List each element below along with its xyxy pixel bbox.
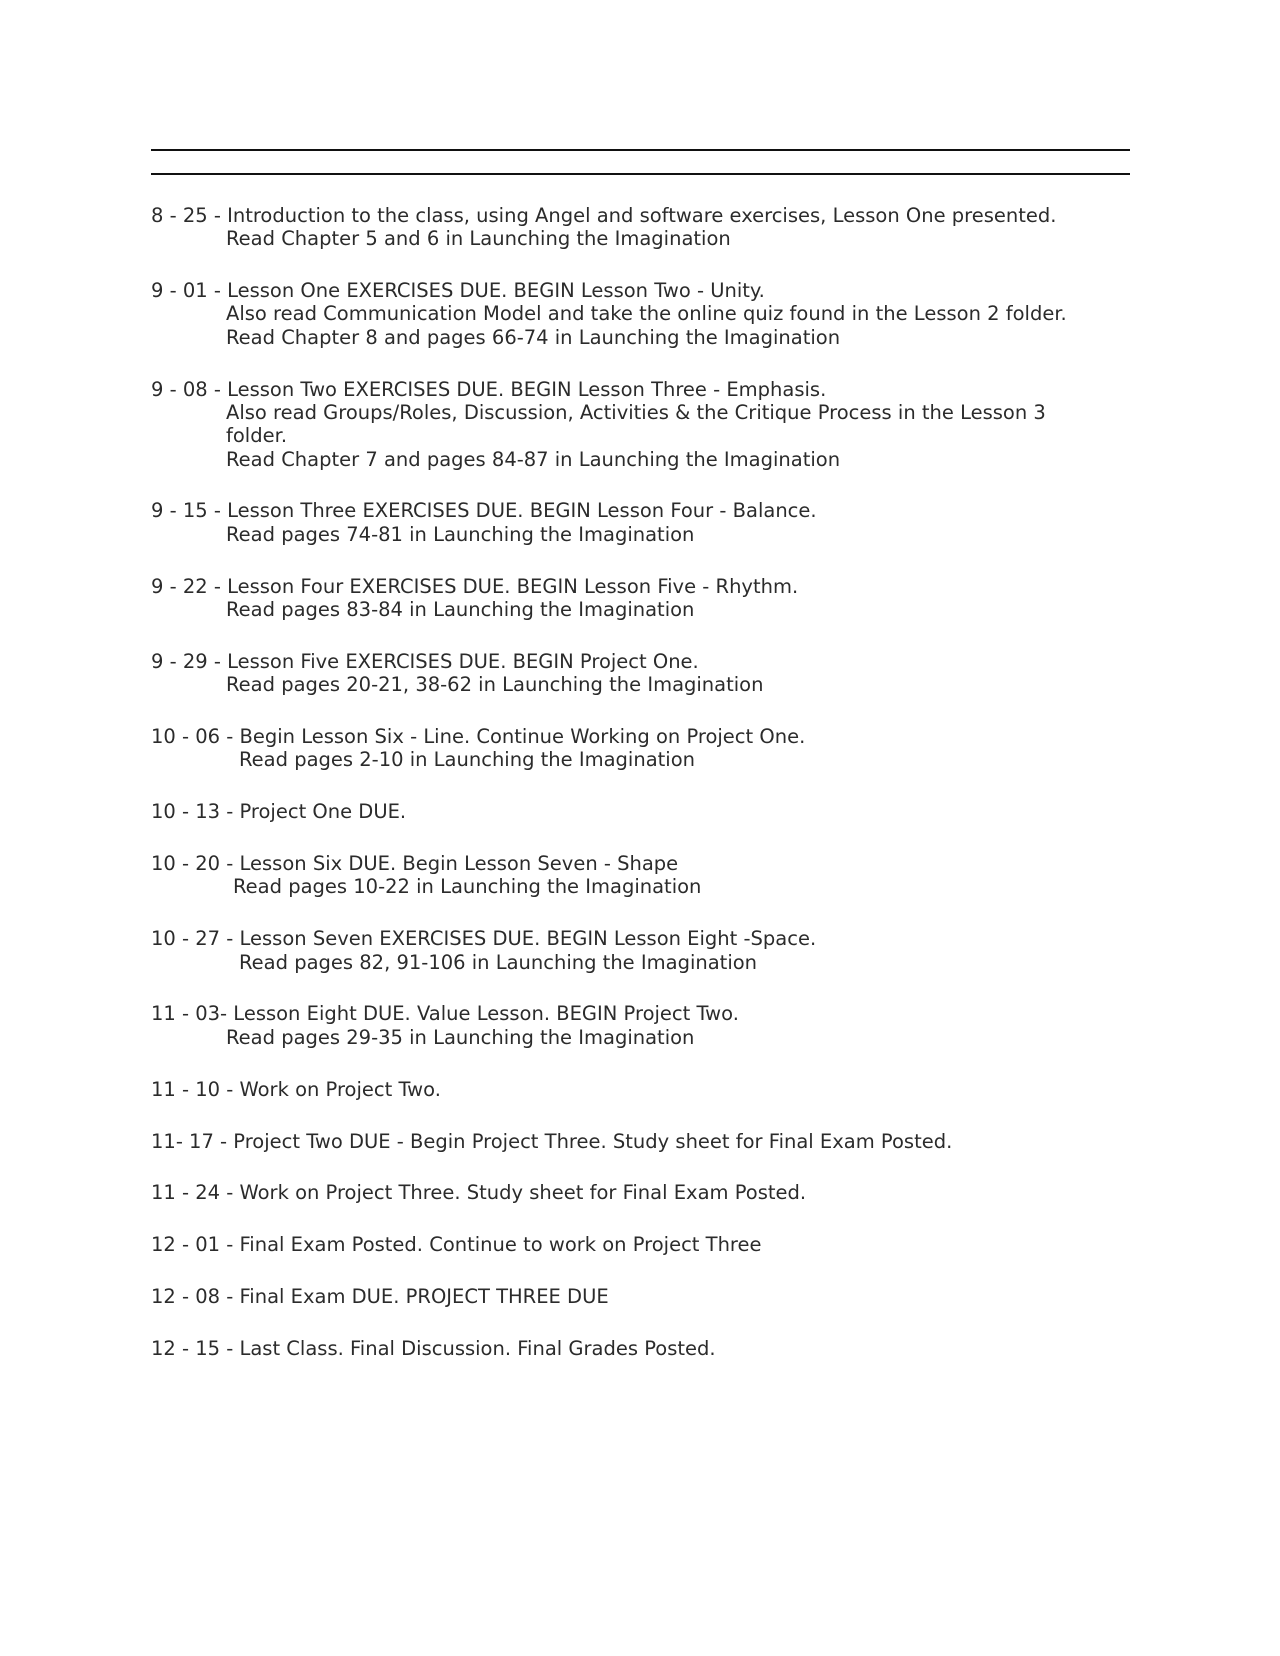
schedule-entry-date-line: 11 - 24 - Work on Project Three. Study sheet for Final Exam Posted.	[151, 1181, 807, 1205]
schedule-entry-date-line: 9 - 22 - Lesson Four EXERCISES DUE. BEGIN Lesson Five - Rhythm.	[151, 574, 799, 598]
schedule-entry-date-line: 12 - 08 - Final Exam DUE. PROJECT THREE DUE	[151, 1285, 609, 1309]
schedule-entry	[151, 1002, 1130, 1049]
schedule-entry	[151, 1233, 1130, 1256]
schedule-entry-reading-line: Read Chapter 5 and 6 in Launching the Imagination	[226, 227, 731, 251]
schedule-entry-reading-line: Read pages 83-84 in Launching the Imagination	[226, 597, 695, 621]
schedule-entry-date-line: 10 - 27 - Lesson Seven EXERCISES DUE. BEGIN Lesson Eight -Space.	[151, 927, 817, 951]
schedule-entry-reading-line: Read Chapter 7 and pages 84-87 in Launching the Imagination	[226, 447, 841, 471]
schedule-entry	[151, 1078, 1130, 1101]
schedule-entry-reading-line: Read pages 74-81 in Launching the Imagination	[226, 522, 695, 546]
schedule-entry	[151, 204, 1130, 251]
schedule-entry-date-line: 9 - 15 - Lesson Three EXERCISES DUE. BEGIN Lesson Four - Balance.	[151, 499, 817, 523]
schedule-entry-reading-line: Also read Communication Model and take the online quiz found in the Lesson 2 folder.	[226, 302, 1067, 326]
schedule-entry-reading-line: Read pages 10-22 in Launching the Imagination	[233, 875, 702, 899]
schedule-entry-date-line: 9 - 01 - Lesson One EXERCISES DUE. BEGIN Lesson Two - Unity.	[151, 279, 765, 303]
schedule-entry-reading-line: Also read Groups/Roles, Discussion, Activities & the Critique Process in the Lesson 3	[226, 400, 1046, 424]
schedule-entry-date-line: 9 - 29 - Lesson Five EXERCISES DUE. BEGIN Project One.	[151, 649, 699, 673]
schedule-entry-reading-line: Read Chapter 8 and pages 66-74 in Launching the Imagination	[226, 325, 841, 349]
schedule-entry	[151, 725, 1130, 772]
schedule-entry	[151, 650, 1130, 697]
schedule-entry-date-line: 8 - 25 - Introduction to the class, using Angel and software exercises, Lesson One presented.	[151, 204, 1057, 227]
schedule-entry-date-line: 9 - 08 - Lesson Two EXERCISES DUE. BEGIN Lesson Three - Emphasis.	[151, 377, 827, 401]
schedule-entry-reading-line: folder.	[226, 424, 288, 448]
schedule-entry-date-line: 12 - 01 - Final Exam Posted. Continue to work on Project Three	[151, 1233, 762, 1257]
schedule-entry-date-line: 10 - 13 - Project One DUE.	[151, 800, 407, 824]
schedule-entry	[151, 499, 1130, 546]
schedule-entry	[151, 1130, 1130, 1153]
schedule-entry	[151, 378, 1130, 471]
schedule-entry-date-line: 11 - 10 - Work on Project Two.	[151, 1077, 441, 1101]
header-rule-top	[151, 149, 1130, 151]
schedule-entry	[151, 800, 1130, 823]
schedule-entry-reading-line: Read pages 29-35 in Launching the Imagination	[226, 1025, 695, 1049]
schedule-entry-date-line: 12 - 15 - Last Class. Final Discussion. Final Grades Posted.	[151, 1337, 716, 1361]
schedule-entry	[151, 279, 1130, 349]
schedule-entry-date-line: 11 - 03- Lesson Eight DUE. Value Lesson. BEGIN Project Two.	[151, 1002, 739, 1026]
schedule-entry	[151, 1337, 1130, 1360]
schedule-entry	[151, 1181, 1130, 1204]
schedule-entry-reading-line: Read pages 82, 91-106 in Launching the Imagination	[239, 950, 758, 974]
schedule-entry-reading-line: Read pages 20-21, 38-62 in Launching the Imagination	[226, 673, 764, 697]
schedule-entry	[151, 1285, 1130, 1308]
schedule-entry-reading-line: Read pages 2-10 in Launching the Imagination	[239, 748, 696, 772]
header-rule-bottom	[151, 173, 1130, 175]
schedule-entry	[151, 927, 1130, 974]
schedule-entry-date-line: 11- 17 - Project Two DUE - Begin Project Three. Study sheet for Final Exam Posted.	[151, 1129, 953, 1153]
schedule-entry-date-line: 10 - 20 - Lesson Six DUE. Begin Lesson Seven - Shape	[151, 852, 679, 876]
schedule-entry-date-line: 10 - 06 - Begin Lesson Six - Line. Continue Working on Project One.	[151, 725, 806, 749]
schedule-entry	[151, 575, 1130, 622]
schedule-list	[151, 204, 1130, 1389]
schedule-entry	[151, 852, 1130, 899]
